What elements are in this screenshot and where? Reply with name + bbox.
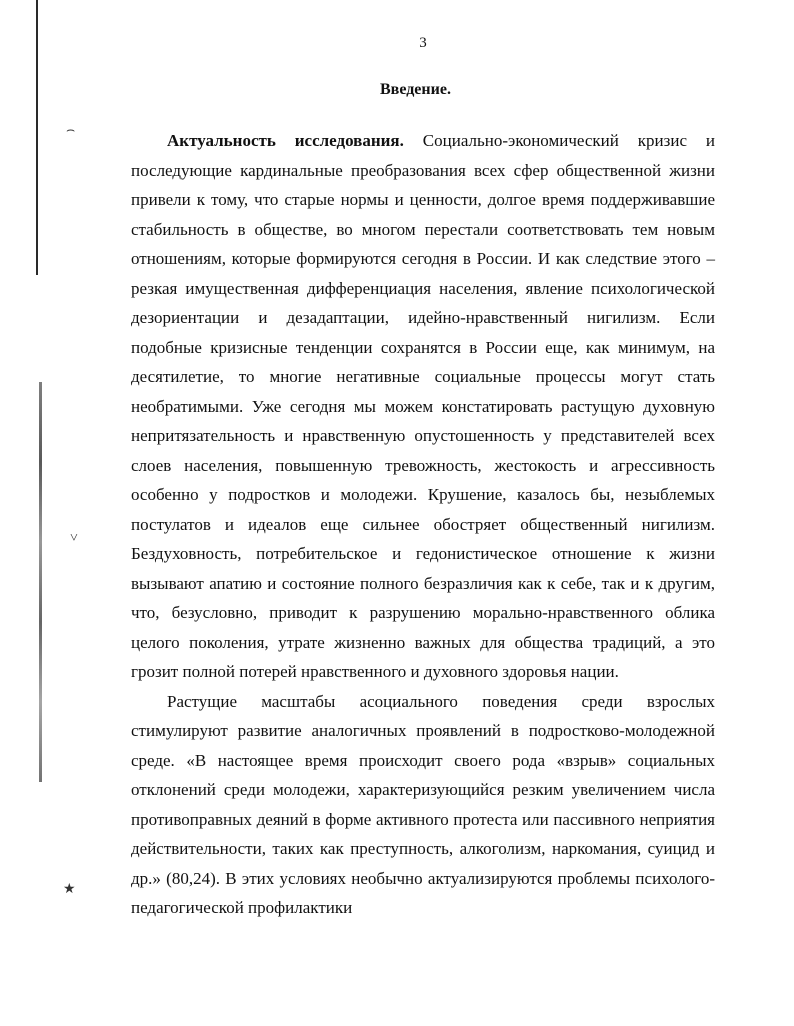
- scan-speck-mark: ˅: [70, 531, 78, 546]
- paragraph-lead: Актуальность исследования.: [167, 131, 404, 150]
- paragraph-text: Растущие масштабы асоциального поведения среди взрослых стимулируют развитие аналогичных проявлений в подростково-молодежной среде. «В настоящее время происходит своего рода «взрыв» социальных отклонений среди молодежи, характеризующийся резким увеличением числа противоправных деяний в форме активного протеста или пассивного неприятия действительности, таких как преступность, алкоголизм, наркомания, суицид и др.» (80,24). В этих условиях необычно актуализируются проблемы психолого-педагогической профилактики: [131, 691, 715, 917]
- scan-speck-mark: ★: [63, 882, 76, 897]
- paragraph: [131, 687, 715, 923]
- body-text: [131, 126, 715, 923]
- paragraph-text: Социально-экономический кризис и последующие кардинальные преобразования всех сфер общественной жизни привели к тому, что старые нормы и ценности, долгое время поддерживавшие стабильность в обществе, во многом перестали соответствовать тем новым отношениям, которые формируются сегодня в России. И как следствие этого – резкая имущественная дифференциация населения, явление психологической дезориентации и дезадаптации, идейно-нравственный нигилизм. Если подобные кризисные тенденции сохранятся в России еще, как минимум, на десятилетие, то многие негативные социальные процессы могут стать необратимыми. Уже сегодня мы можем констатировать растущую духовную непритязательность и нравственную опустошенность у представителей всех слоев населения, повышенную тревожность, жестокость и агрессивность особенно у подростков и молодежи. Крушение, казалось бы, незыблемых постулатов и идеалов еще сильнее обостряет общественный нигилизм. Бездуховность, потребительское и гедонистическое отношение к жизни вызывают апатию и состояние полного безразличия как к себе, так и к другим, что, безусловно, приводит к разрушению морально-нравственного облика целого поколения, утрате жизненно важных для общества традиций, а это грозит полной потерей нравственного и духовного здоровья нации.: [131, 131, 715, 681]
- scan-edge-noise: [39, 382, 42, 782]
- page-number: 3: [419, 35, 427, 51]
- section-heading: Введение.: [380, 81, 451, 98]
- scan-speck-mark: ⌢: [66, 123, 76, 138]
- scan-edge-line: [36, 0, 38, 275]
- paragraph: [131, 126, 715, 687]
